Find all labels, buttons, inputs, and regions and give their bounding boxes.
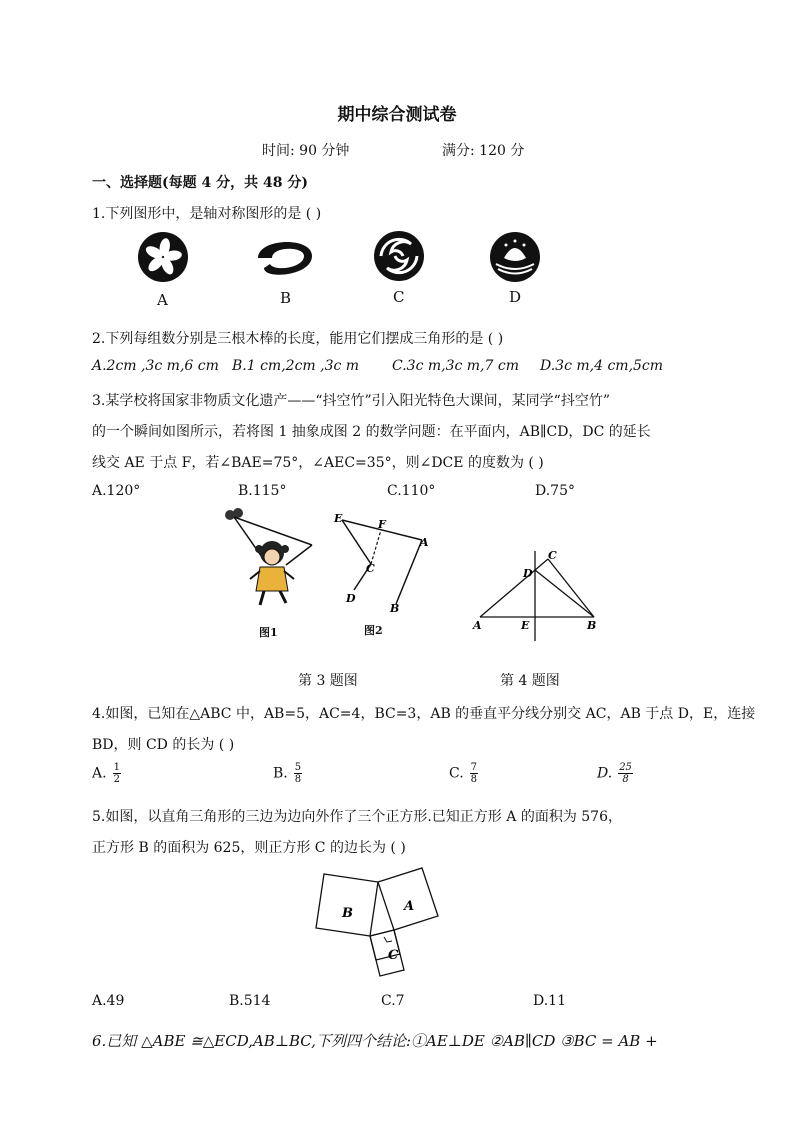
q3-fig2-label-d: D <box>346 592 356 605</box>
q5-label-b: B <box>342 906 353 921</box>
q4-figure <box>470 545 610 645</box>
q3-fig2-label-a: A <box>420 536 429 549</box>
q2-option-a: A.2cm ,3c m,6 cm <box>92 358 219 374</box>
q5-option-a: A.49 <box>92 993 125 1009</box>
q3-fig1-caption: 图1 <box>259 626 278 639</box>
q1-label-b: B <box>280 289 292 307</box>
exam-score: 满分: 120 分 <box>442 143 525 159</box>
q1-figure-d <box>482 228 552 288</box>
q4-option-c: C. $\frac{7}{8}$ <box>449 762 478 785</box>
q3-figure-2 <box>328 508 438 620</box>
q5-option-c: C.7 <box>381 993 405 1009</box>
q3-option-b: B.115° <box>238 483 287 499</box>
q1-label-c: C <box>393 288 405 306</box>
q4-label-d: D <box>523 567 533 580</box>
q4-label-b: B <box>587 619 597 632</box>
q1-figure-b <box>250 228 320 288</box>
q5-figure <box>312 862 452 982</box>
q2-option-c: C.3c m,3c m,7 cm <box>392 358 519 374</box>
section-heading: 一、选择题(每题 4 分，共 48 分) <box>92 175 308 191</box>
q3-line-2: 的一个瞬间如图所示，若将图 1 抽象成图 2 的数学问题：在平面内，AB∥CD，DC 的延长 <box>92 424 651 440</box>
q5-label-a: A <box>404 899 415 914</box>
q1-label-a: A <box>157 291 168 309</box>
q2-stem: 2.下列每组数分别是三根木棒的长度，能用它们摆成三角形的是 ( ) <box>92 331 504 347</box>
q4-label-e: E <box>521 619 530 632</box>
q5-line-2: 正方形 B 的面积为 625，则正方形 C 的边长为 ( ) <box>92 840 406 856</box>
q5-option-d: D.11 <box>533 993 566 1009</box>
q4-line-2: BD，则 CD 的长为 ( ) <box>92 737 235 753</box>
q2-option-d: D.3c m,4 cm,5cm <box>540 358 664 374</box>
page-title: 期中综合测试卷 <box>337 105 457 125</box>
q5-label-c: C <box>388 948 399 963</box>
q3-fig2-label-e: E <box>334 512 343 525</box>
q4-line-1: 4.如图，已知在△ABC 中，AB=5，AC=4，BC=3，AB 的垂直平分线分别交 AC，AB 于点 D，E，连接 <box>92 706 756 722</box>
q4-label-a: A <box>473 619 482 632</box>
q1-stem: 1.下列图形中，是轴对称图形的是 ( ) <box>92 206 322 222</box>
q3-option-c: C.110° <box>387 483 436 499</box>
q4-figure-caption: 第 4 题图 <box>500 673 560 689</box>
q1-figure-a <box>130 228 200 288</box>
q3-line-1: 3.某学校将国家非物质文化遗产——“抖空竹”引入阳光特色大课间，某同学“抖空竹” <box>92 393 610 409</box>
q4-label-c: C <box>548 549 557 562</box>
q3-option-a: A.120° <box>92 483 141 499</box>
q1-figure-c <box>366 226 436 286</box>
q3-fig2-label-b: B <box>390 602 400 615</box>
q3-fig2-caption: 图2 <box>364 624 383 637</box>
q4-option-a: A. $\frac{1}{2}$ <box>92 762 120 785</box>
exam-time: 时间: 90 分钟 <box>262 143 350 159</box>
q3-fig2-label-c: C <box>366 562 375 575</box>
q3-option-d: D.75° <box>535 483 575 499</box>
q5-line-1: 5.如图，以直角三角形的三边为边向外作了三个正方形.已知正方形 A 的面积为 576， <box>92 809 622 825</box>
q3-figure-caption: 第 3 题图 <box>298 673 358 689</box>
q1-label-d: D <box>509 288 522 306</box>
q4-option-d: D. $\frac{25}{8}$ <box>597 762 632 785</box>
q2-option-b: B.1 cm,2cm ,3c m <box>232 358 360 374</box>
q3-line-3: 线交 AE 于点 F，若∠BAE=75°，∠AEC=35°，则∠DCE 的度数为 ( ) <box>92 455 544 471</box>
q3-fig2-label-f: F <box>378 518 386 531</box>
q5-option-b: B.514 <box>229 993 271 1009</box>
q3-figure-1 <box>212 505 322 635</box>
q6-line-1: 6.已知 △ABE ≅△ECD,AB⊥BC,下列四个结论:①AE⊥DE ②AB∥CD ③BC = AB + <box>92 1032 658 1050</box>
q4-option-b: B. $\frac{5}{8}$ <box>273 762 302 785</box>
